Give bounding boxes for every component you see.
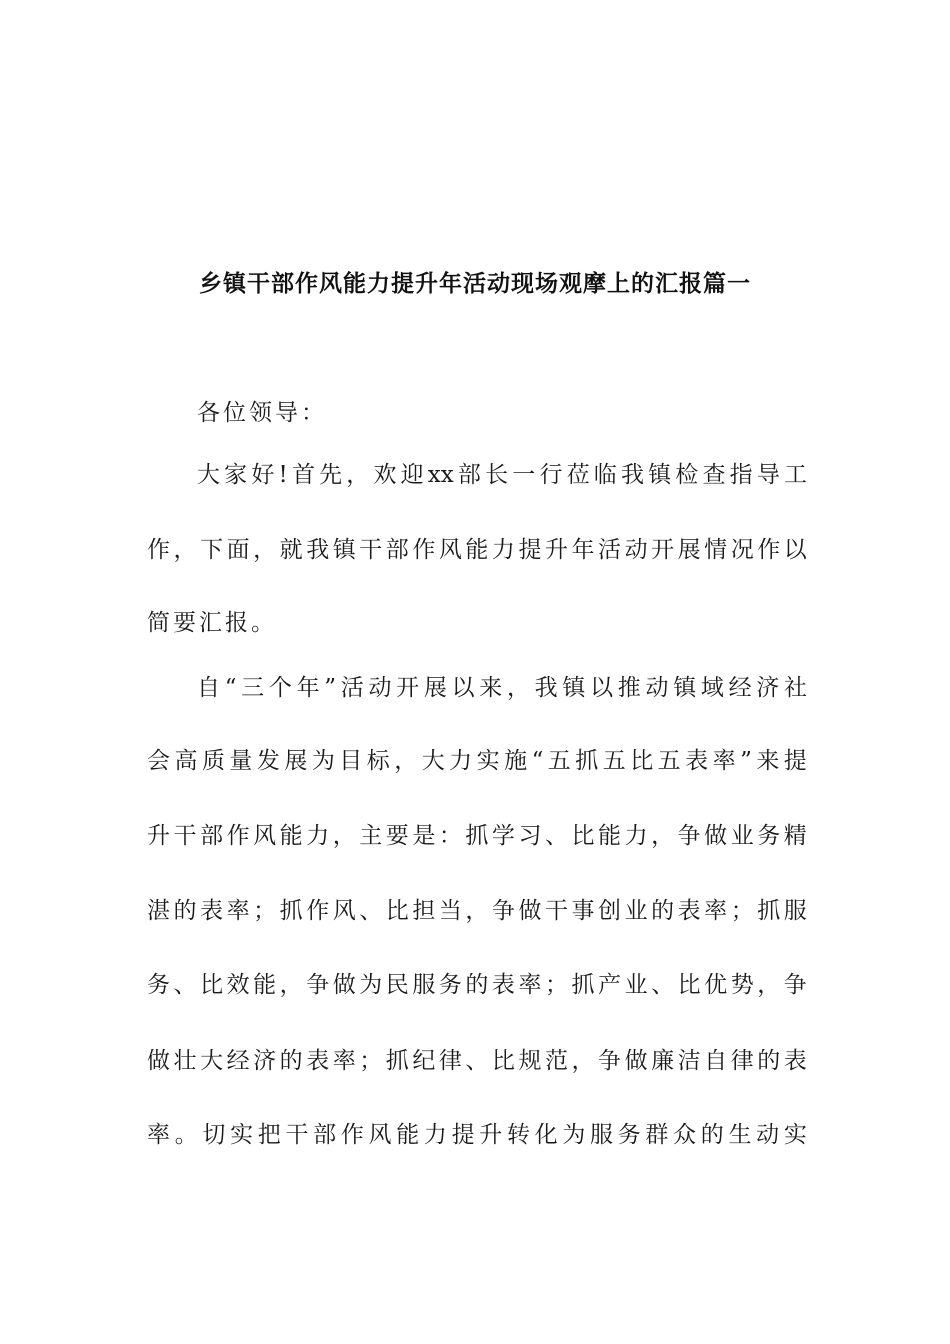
paragraph-line: 升 干 部 作 风 能 力 ， 主 要 是 ： 抓 学 习 、 比 能 力 ， 争 做 业 务 精 (147, 823, 807, 849)
paragraph-line: 大 家 好 ! 首 先 ， 欢 迎 xx 部 长 一 行 莅 临 我 镇 检 查 指 导 工 (197, 462, 807, 488)
paragraph-line: 自 “ 三 个 年 ” 活 动 开 展 以 来 ， 我 镇 以 推 动 镇 域 经 济 社 (197, 675, 807, 701)
paragraph-line: 率 。 切 实 把 干 部 作 风 能 力 提 升 转 化 为 服 务 群 众 的 生 动 实 (147, 1122, 807, 1148)
document-title: 乡镇干部作风能力提升年活动现场观摩上的汇报篇一 (199, 271, 751, 297)
paragraph-line: 做 壮 大 经 济 的 表 率 ； 抓 纪 律 、 比 规 范 ， 争 做 廉 洁 自 律 的 表 (147, 1048, 807, 1074)
paragraph-line: 会 高 质 量 发 展 为 目 标 ， 大 力 实 施 “ 五 抓 五 比 五 表 率 ” 来 提 (147, 748, 807, 774)
paragraph-line: 简要汇报。 (147, 610, 277, 636)
paragraph-line: 作 ， 下 面 ， 就 我 镇 干 部 作 风 能 力 提 升 年 活 动 开 展 情 况 作 以 (147, 537, 807, 563)
paragraph-line: 务 、 比 效 能 ， 争 做 为 民 服 务 的 表 率 ； 抓 产 业 、 比 优 势 ， 争 (147, 972, 807, 998)
paragraph-line: 各位领导： (197, 400, 327, 426)
paragraph-line: 湛 的 表 率 ； 抓 作 风 、 比 担 当 ， 争 做 干 事 创 业 的 表 率 ； 抓 服 (147, 898, 807, 924)
